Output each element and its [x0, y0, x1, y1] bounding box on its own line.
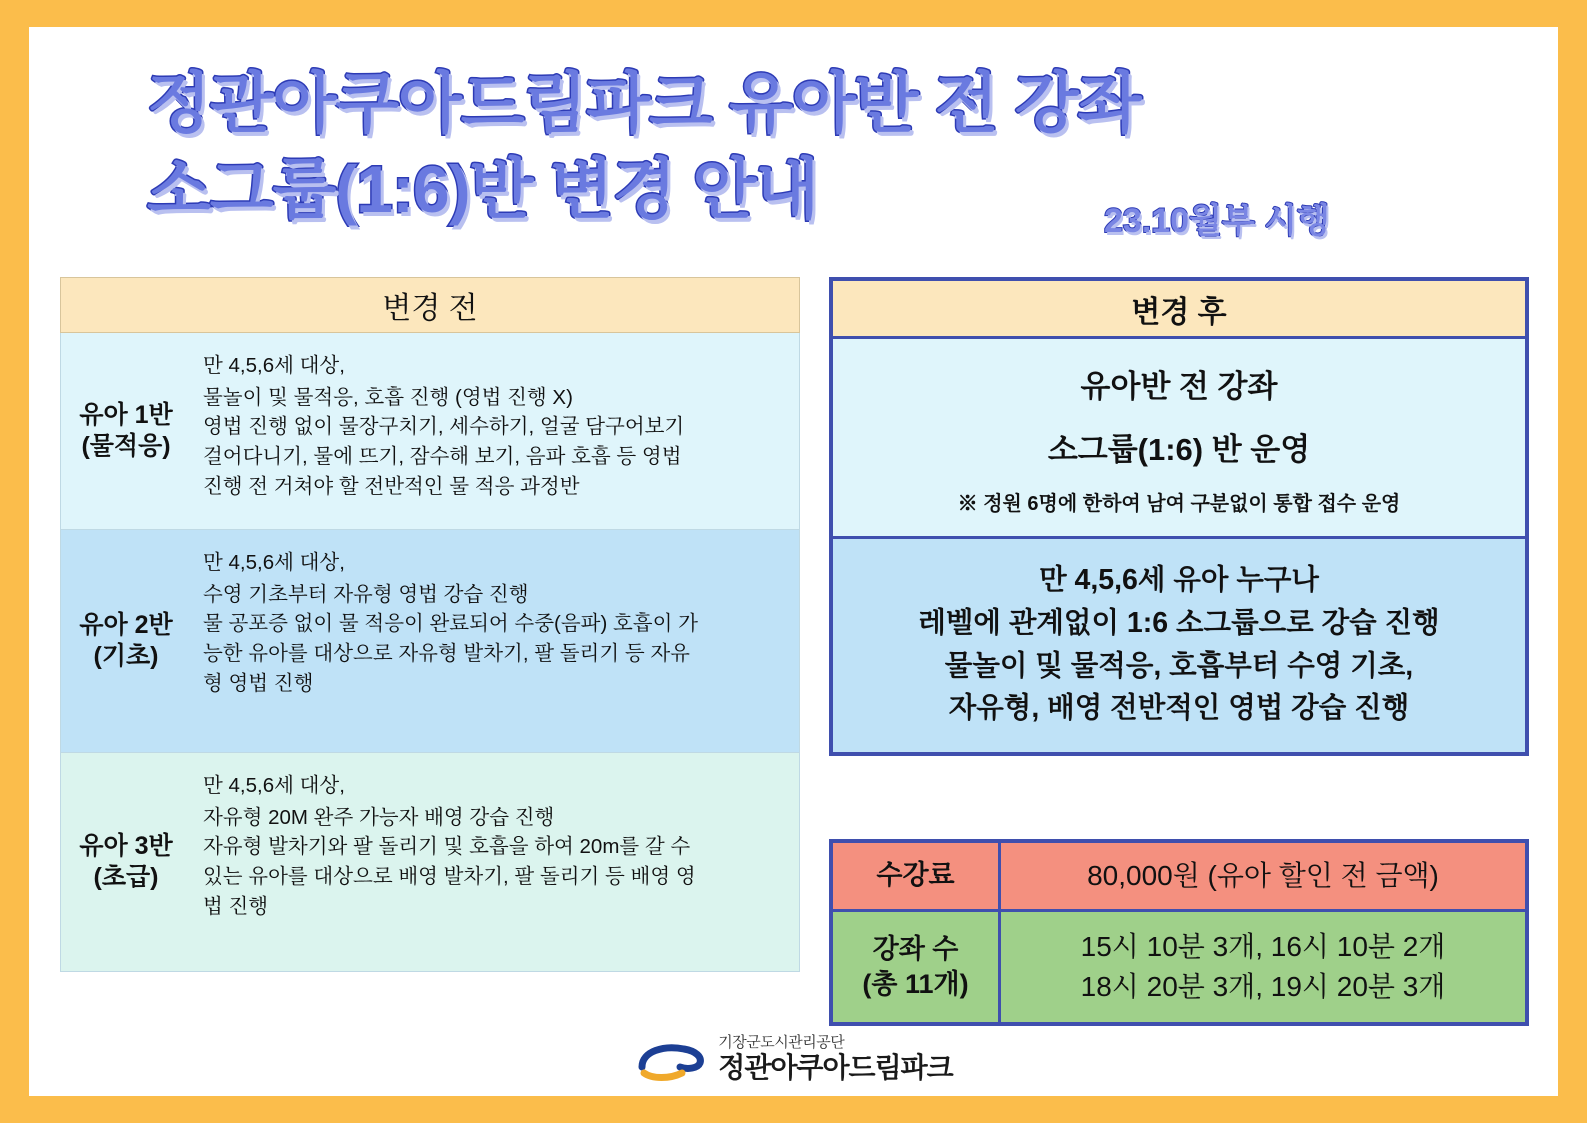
- before-row-3-label-line1: 유아 3반: [79, 831, 173, 860]
- footer-logo: [29, 1026, 1558, 1092]
- page-title-line-1: 정관아쿠아드림파크 유아반 전 강좌: [147, 66, 1141, 140]
- before-row-1-line-2: 물놀이 및 물적응, 호흡 진행 (영법 진행 X): [203, 385, 573, 409]
- after-headline-1: 유아반 전 강좌: [1080, 369, 1278, 404]
- course-count-value-line2: 18시 20분 3개, 19시 20분 3개: [1080, 971, 1446, 1002]
- before-panel-header: 변경 전: [60, 277, 800, 333]
- poster-canvas: [29, 27, 1558, 1096]
- before-row-3-line-1: 만 4,5,6세 대상,: [203, 774, 345, 797]
- after-detail-line-2: 레벨에 관계없이 1:6 소그룹으로 강습 진행: [918, 606, 1440, 639]
- page-title-line-2: 소그룹(1:6)반 변경 안내: [147, 152, 819, 226]
- fee-value: [1001, 843, 1525, 909]
- before-row-1-label-line2: (물적응): [81, 432, 171, 460]
- course-count-label-line1: 강좌 수: [872, 933, 959, 964]
- table-row: [60, 333, 800, 530]
- after-headline-2: 소그룹(1:6) 반 운영: [1047, 432, 1311, 467]
- after-detail-line-4: 자유형, 배영 전반적인 영법 강습 진행: [948, 692, 1410, 725]
- before-row-1-line-3: 영법 진행 없이 물장구치기, 세수하기, 얼굴 담구어보기: [203, 415, 685, 439]
- before-row-3-line-2: 자유형 20M 완주 가능자 배영 강습 진행: [203, 805, 555, 829]
- before-row-1-label: [61, 333, 191, 529]
- before-row-1-label-line1: 유아 1반: [79, 400, 173, 429]
- after-detail-line-3: 물놀이 및 물적응, 호흡부터 수영 기초,: [944, 649, 1414, 682]
- after-panel-header: 변경 후: [833, 281, 1525, 339]
- wave-swirl-icon: [634, 1037, 708, 1081]
- before-row-3-label-line2: (초급): [93, 863, 159, 891]
- before-row-3-line-5: 법 진행: [203, 894, 269, 918]
- after-panel: [829, 277, 1529, 756]
- table-row: [833, 843, 1525, 912]
- before-row-2-line-2: 수영 기초부터 자유형 영법 강습 진행: [203, 582, 529, 606]
- before-row-3-line-4: 있는 유아를 대상으로 배영 발차기, 팔 돌리기 등 배영 영: [203, 865, 696, 889]
- table-row: [60, 530, 800, 753]
- footer-text: [718, 1035, 952, 1082]
- before-row-2-body: [191, 530, 799, 752]
- before-row-2-line-5: 형 영법 진행: [203, 671, 314, 695]
- effective-date-label: 23.10월부 시행: [1104, 202, 1330, 240]
- before-row-3-label: [61, 753, 191, 971]
- before-row-1-body: [191, 333, 799, 529]
- title-block: [29, 45, 1558, 280]
- before-row-2-line-4: 능한 유아를 대상으로 자유형 발차기, 팔 돌리기 등 자유: [203, 642, 690, 666]
- before-panel: [60, 277, 800, 972]
- before-row-2-label-line2: (기초): [93, 642, 159, 670]
- before-row-2-line-1: 만 4,5,6세 대상,: [203, 551, 345, 574]
- course-count-value: [1001, 912, 1525, 1022]
- table-row: [60, 753, 800, 972]
- after-detail-section: [833, 539, 1525, 752]
- fee-table: [829, 839, 1529, 1026]
- before-row-2-label: [61, 530, 191, 752]
- before-row-3-body: [191, 753, 799, 971]
- course-count-value-line1: 15시 10분 3개, 16시 10분 2개: [1080, 931, 1446, 963]
- course-count-label: [833, 912, 1001, 1022]
- before-row-3-line-3: 자유형 발차기와 팔 돌리기 및 호흡을 하여 20m를 갈 수: [203, 835, 691, 859]
- before-row-2-line-3: 물 공포증 없이 물 적응이 완료되어 수중(음파) 호흡이 가: [203, 612, 698, 636]
- footer-brand-name: 정관아쿠아드림파크: [718, 1052, 953, 1084]
- course-count-label-line2: (총 11개): [862, 969, 969, 999]
- footer-org-name: 기장군도시관리공단: [718, 1034, 845, 1052]
- fee-value-text: 80,000원 (유아 할인 전 금액): [1087, 860, 1439, 892]
- before-row-1-line-4: 걸어다니기, 물에 뜨기, 잠수해 보기, 음파 호흡 등 영법: [203, 445, 682, 469]
- before-row-1-line-1: 만 4,5,6세 대상,: [203, 354, 345, 377]
- after-note: ※ 정원 6명에 한하여 남여 구분없이 통합 접수 운영: [957, 493, 1401, 515]
- before-row-1-line-5: 진행 전 거쳐야 할 전반적인 물 적응 과정반: [203, 474, 580, 498]
- after-detail-line-1: 만 4,5,6세 유아 누구나: [1039, 564, 1319, 596]
- before-row-2-label-line1: 유아 2반: [79, 610, 173, 639]
- fee-label: 수강료: [833, 843, 1001, 909]
- after-summary-section: [833, 339, 1525, 539]
- table-row: [833, 912, 1525, 1022]
